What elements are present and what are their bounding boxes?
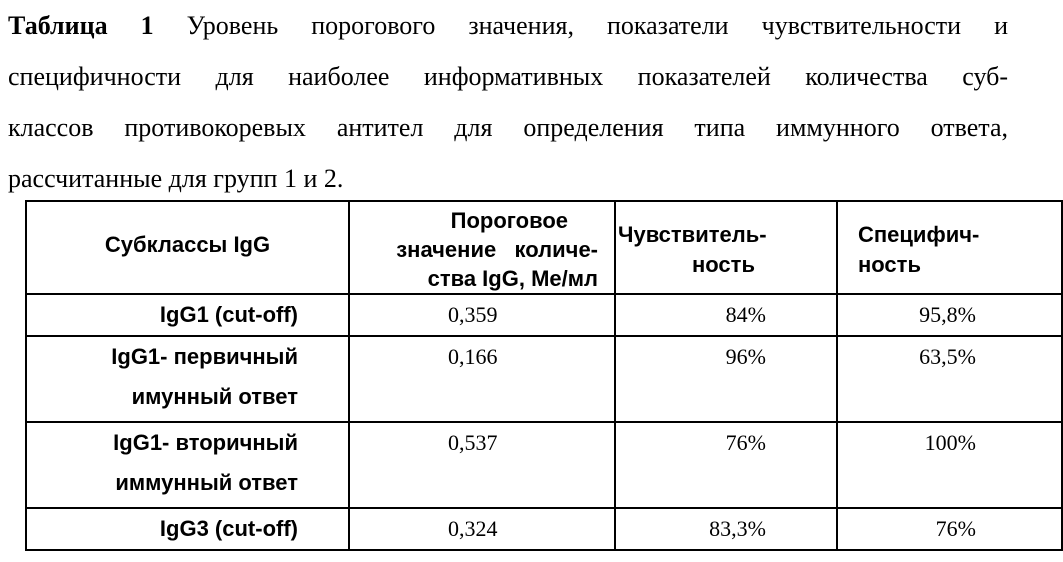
row-subclass-line-2: иммунный ответ [115, 470, 298, 495]
header-threshold-line-3: ства IgG, Ме/мл [427, 266, 598, 291]
row-threshold: 0,166 [349, 336, 615, 422]
row-sensitivity: 96% [615, 336, 837, 422]
table-header-row [26, 201, 1062, 294]
header-sensitivity-line-1: Чувствитель- [618, 222, 767, 247]
row-specificity: 95,8% [837, 294, 1062, 336]
row-sensitivity: 83,3% [615, 508, 837, 550]
row-sensitivity: 76% [615, 422, 837, 508]
row-specificity: 100% [837, 422, 1062, 508]
header-specificity-line-2: ность [858, 252, 921, 277]
caption-line-1 [8, 0, 1008, 51]
row-subclass [26, 508, 349, 550]
row-specificity: 63,5% [837, 336, 1062, 422]
row-subclass-line-1: IgG1- первичный [111, 344, 298, 369]
table-row [26, 336, 1062, 422]
header-specificity [837, 201, 1062, 294]
row-subclass-line-1: IgG1- вторичный [113, 430, 298, 455]
row-subclass-line-1: IgG1 (cut-off) [159, 302, 298, 327]
row-subclass [26, 422, 349, 508]
caption-line-1-text: Уровень порогового значения, показатели чувствительности и [153, 11, 1008, 40]
row-subclass-line-2: имунный ответ [131, 384, 298, 409]
header-sensitivity-line-2: ность [692, 252, 755, 277]
row-subclass [26, 294, 349, 336]
row-threshold: 0,324 [349, 508, 615, 550]
header-threshold-line-1: Пороговое [450, 208, 568, 233]
row-subclass [26, 336, 349, 422]
row-threshold: 0,537 [349, 422, 615, 508]
header-sensitivity [615, 201, 837, 294]
row-subclass-line-1: IgG3 (cut-off) [159, 516, 298, 541]
data-table [25, 200, 1063, 551]
table-row [26, 294, 1062, 336]
caption-lead: Таблица 1 [8, 11, 154, 40]
caption-line-2: специфичности для наиболее информативных показателей количества суб- [8, 62, 1008, 91]
row-specificity: 76% [837, 508, 1062, 550]
table-row [26, 508, 1062, 550]
row-sensitivity: 84% [615, 294, 837, 336]
header-specificity-line-1: Специфич- [858, 222, 980, 247]
caption-line-3: классов противокоревых антител для определения типа иммунного ответа, [8, 113, 1008, 142]
header-threshold-line-2: значение количе- [396, 237, 598, 262]
header-threshold [349, 201, 615, 294]
table-caption [8, 0, 1008, 204]
header-subclass: Субклассы IgG [26, 201, 349, 294]
table-row [26, 422, 1062, 508]
caption-line-4: рассчитанные для групп 1 и 2. [8, 164, 344, 193]
row-threshold: 0,359 [349, 294, 615, 336]
